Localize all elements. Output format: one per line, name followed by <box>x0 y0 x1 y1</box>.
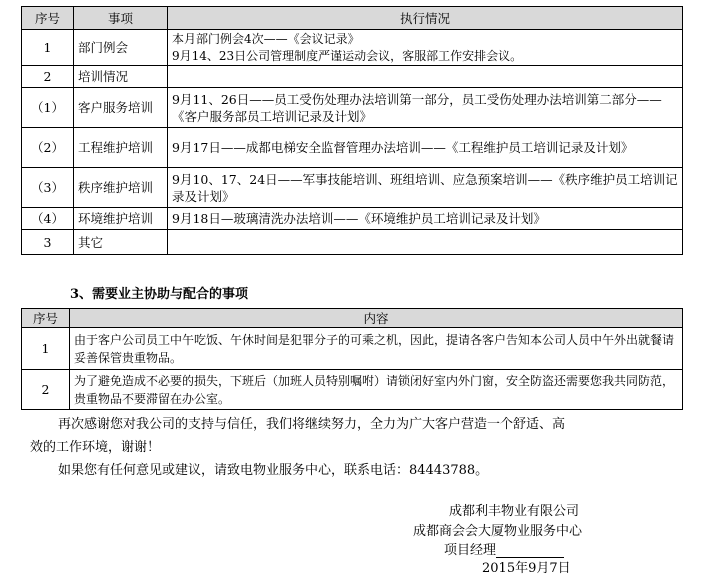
table-row <box>22 328 683 370</box>
row-item: 环境维护培训 <box>74 208 168 230</box>
table-row <box>22 128 683 168</box>
header-item: 事项 <box>74 7 168 30</box>
row-item: 部门例会 <box>74 30 168 66</box>
row-detail: 本月部门例会4次——《会议记录》 9月14、23日公司管理制度严谨运动会议，客服部工作安排会议。 <box>168 30 683 66</box>
row-item: 其它 <box>74 230 168 255</box>
table-header-row <box>22 309 683 328</box>
row-no: 3 <box>22 230 74 255</box>
signature-company: 成都利丰物业有限公司 <box>449 504 580 519</box>
row-detail: 9月17日——成都电梯安全监督管理办法培训——《工程维护员工培训记录及计划》 <box>168 128 683 168</box>
table-row <box>22 66 683 88</box>
header-content: 内容 <box>70 309 683 328</box>
signature-center: 成都商会会大厦物业服务中心 <box>413 524 583 539</box>
row-no: （4） <box>22 208 74 230</box>
table-row <box>22 370 683 410</box>
row-content: 由于客户公司员工中午吃饭、午休时间是犯罪分子的可乘之机，因此，提请各客户告知本公司人员中午外出就餐请妥善保管贵重物品。 <box>70 328 683 370</box>
row-no: （1） <box>22 88 74 128</box>
row-detail: 9月11、26日——员工受伤处理办法培训第一部分，员工受伤处理办法培训第二部分——《客户服务部员工培训记录及计划》 <box>168 88 683 128</box>
table-row <box>22 30 683 66</box>
cooperation-matters-table <box>21 308 683 410</box>
header-no: 序号 <box>22 309 70 328</box>
header-detail: 执行情况 <box>168 7 683 30</box>
row-item: 培训情况 <box>74 66 168 88</box>
signature-date: 2015年9月7日 <box>482 561 571 576</box>
table-row <box>22 168 683 208</box>
signature-manager <box>444 539 564 558</box>
row-no: 1 <box>22 30 74 66</box>
manager-label: 项目经理 <box>444 543 497 558</box>
table-header-row <box>22 7 683 30</box>
closing-thanks-line1: 再次感谢您对我公司的支持与信任，我们将继续努力，全力为广大客户营造一个舒适、高 <box>58 417 566 432</box>
signature-blank-line <box>496 543 564 558</box>
header-no: 序号 <box>22 7 74 30</box>
row-item: 工程维护培训 <box>74 128 168 168</box>
row-detail: 9月10、17、24日——军事技能培训、班组培训、应急预案培训——《秩序维护员工培训记录及计划》 <box>168 168 683 208</box>
table-row <box>22 230 683 255</box>
row-no: （3） <box>22 168 74 208</box>
table-row <box>22 208 683 230</box>
row-no: 2 <box>22 66 74 88</box>
closing-thanks-line2: 效的工作环境，谢谢！ <box>30 440 161 455</box>
row-no: （2） <box>22 128 74 168</box>
work-execution-table <box>21 6 683 255</box>
row-item: 客户服务培训 <box>74 88 168 128</box>
closing-contact: 如果您有任何意见或建议，请致电物业服务中心，联系电话：84443788。 <box>58 463 489 478</box>
row-detail <box>168 230 683 255</box>
row-detail <box>168 66 683 88</box>
row-no: 2 <box>22 370 70 410</box>
table-row <box>22 88 683 128</box>
row-detail: 9月18日—玻璃清洗办法培训——《环境维护员工培训记录及计划》 <box>168 208 683 230</box>
row-no: 1 <box>22 328 70 370</box>
section-heading: 3、需要业主协助与配合的事项 <box>70 287 249 302</box>
row-content: 为了避免造成不必要的损失，下班后（加班人员特别嘱咐）请锁闭好室内外门窗，安全防盗还需要您我共同防范，贵重物品不要滞留在办公室。 <box>70 370 683 410</box>
row-item: 秩序维护培训 <box>74 168 168 208</box>
